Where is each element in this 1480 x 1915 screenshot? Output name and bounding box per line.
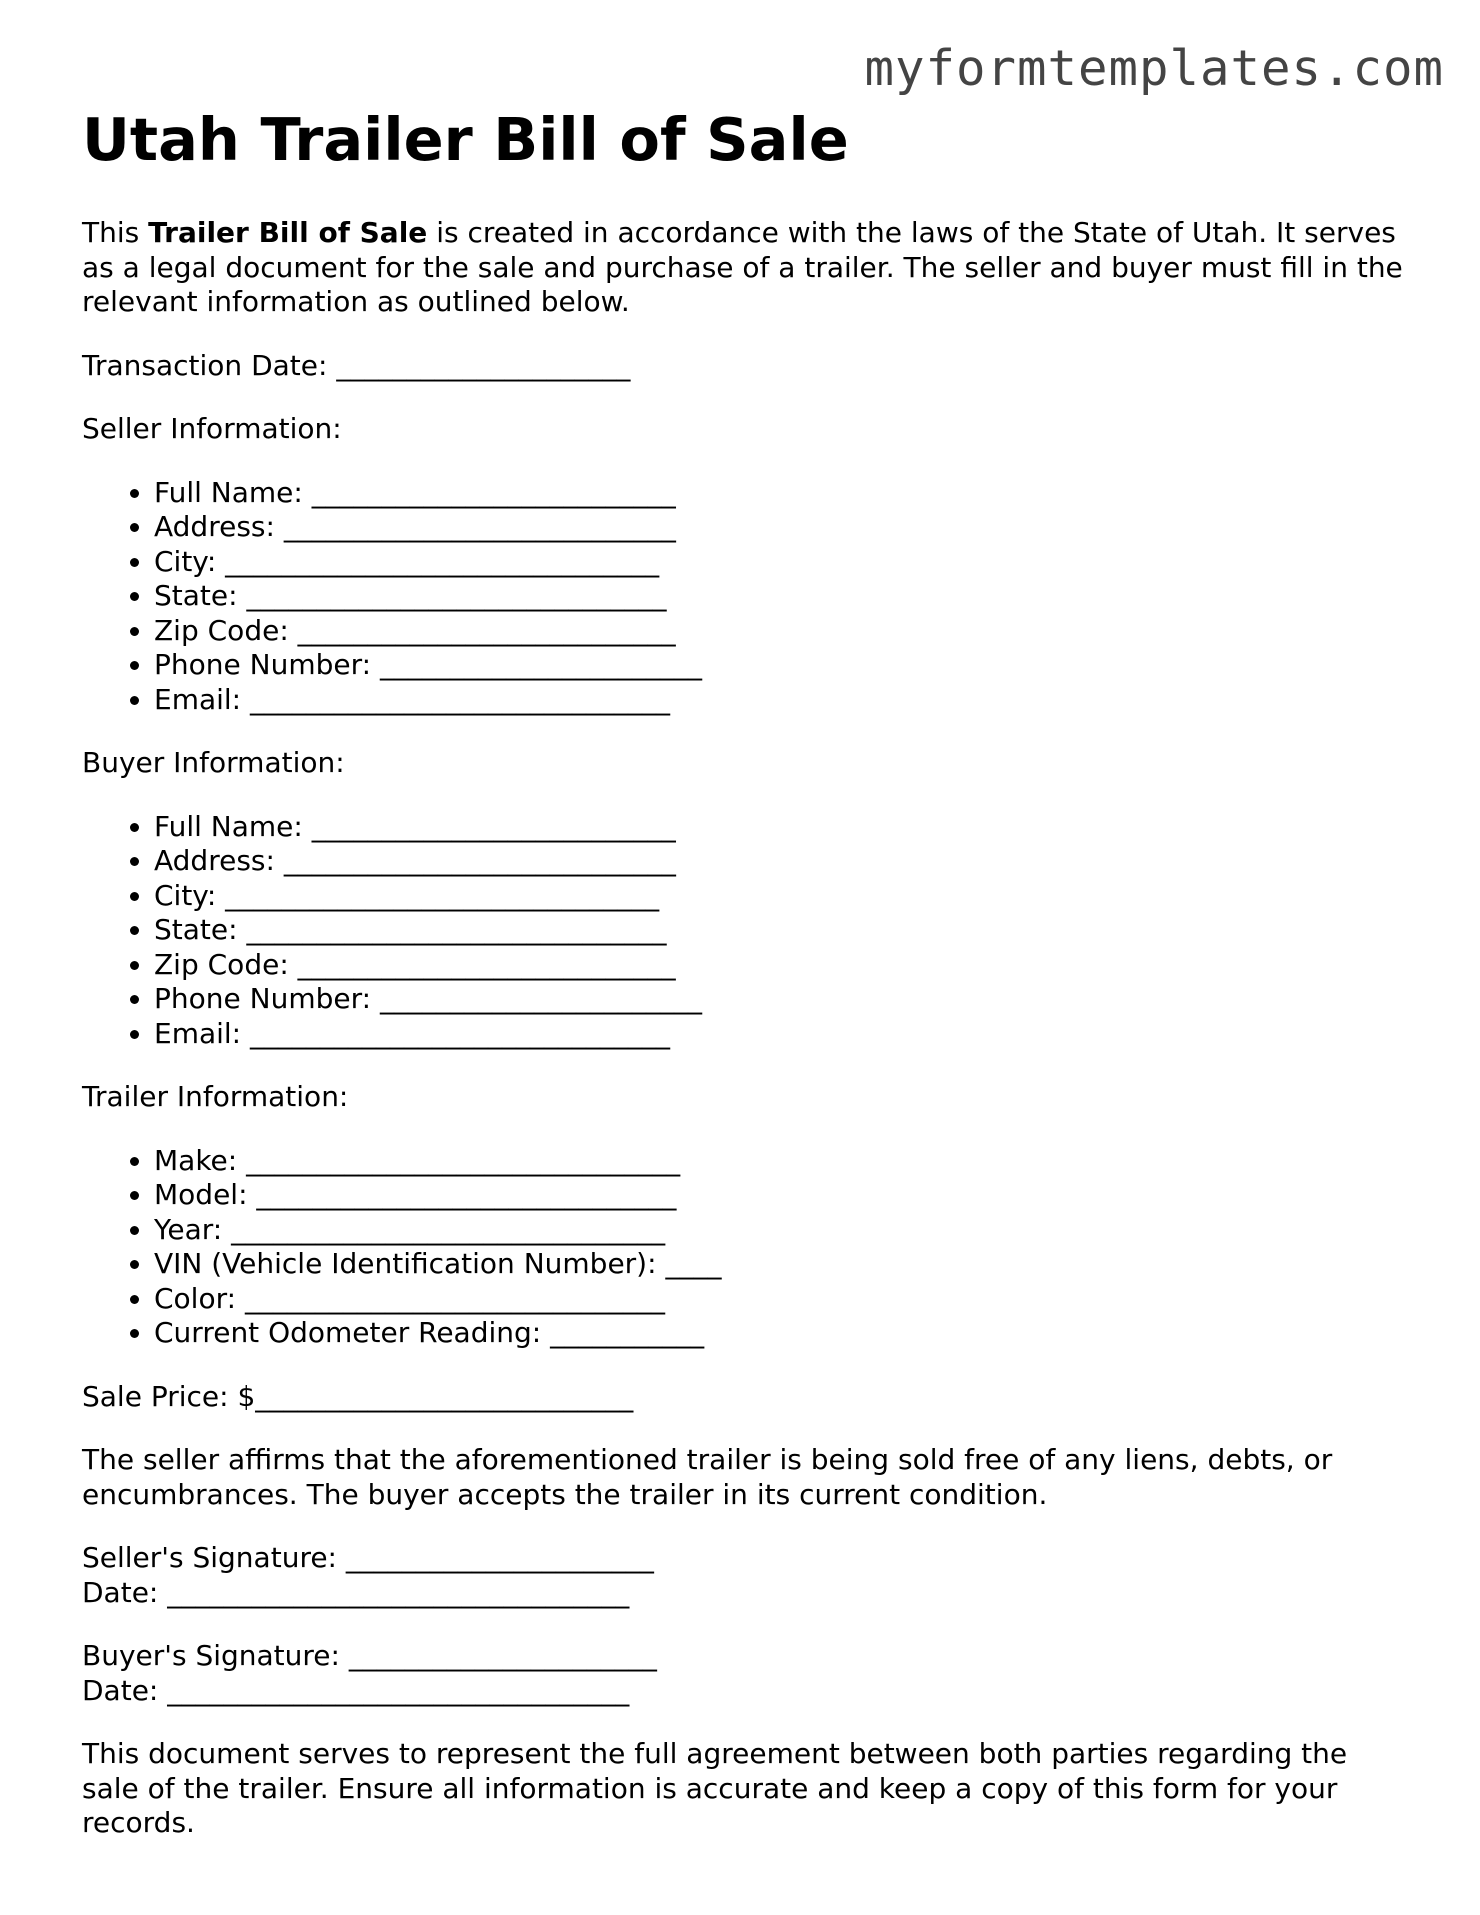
document-body xyxy=(82,104,1412,1841)
buyer-info-heading: Buyer Information: xyxy=(82,746,345,779)
buyer-address-field: • Address: ____________________________ xyxy=(154,844,1412,879)
affirmation-paragraph: The seller affirms that the aforementioned trailer is being sold free of any liens, debts, or encumbrances. The buyer accepts the trailer in its current condition. xyxy=(82,1443,1333,1511)
buyer-city-field: • City: _______________________________ xyxy=(154,879,1412,914)
intro-paragraph xyxy=(82,216,1412,320)
intro-bold-term: Trailer Bill of Sale xyxy=(148,216,428,249)
trailer-color-field: • Color: ______________________________ xyxy=(154,1282,1412,1317)
seller-info-heading: Seller Information: xyxy=(82,412,342,445)
buyer-full-name-field: • Full Name: __________________________ xyxy=(154,810,1412,845)
buyer-info-list xyxy=(82,810,1412,1052)
buyer-zip-field: • Zip Code: ___________________________ xyxy=(154,948,1412,983)
seller-phone-field: • Phone Number: _______________________ xyxy=(154,648,1412,683)
buyer-signature-field: Buyer's Signature: ______________________ xyxy=(82,1639,657,1672)
buyer-date-field: Date: _________________________________ xyxy=(82,1673,630,1707)
trailer-make-field: • Make: _______________________________ xyxy=(154,1144,1412,1179)
seller-full-name-field: • Full Name: __________________________ xyxy=(154,476,1412,511)
buyer-email-field: • Email: ______________________________ xyxy=(154,1017,1412,1052)
buyer-state-field: • State: ______________________________ xyxy=(154,913,1412,948)
trailer-model-field: • Model: ______________________________ xyxy=(154,1178,1412,1213)
seller-date-field: Date: _________________________________ xyxy=(82,1575,630,1609)
site-watermark: myformtemplates.com xyxy=(864,40,1444,97)
seller-address-field: • Address: ____________________________ xyxy=(154,510,1412,545)
trailer-year-field: • Year: _______________________________ xyxy=(154,1213,1412,1248)
seller-email-field: • Email: ______________________________ xyxy=(154,683,1412,718)
page-title: Utah Trailer Bill of Sale xyxy=(82,105,849,174)
seller-signature-block xyxy=(82,1541,1412,1610)
closing-paragraph: This document serves to represent the full agreement between both parties regarding the sale of the trailer. Ensure all information is accurate and keep a copy of this form for your records. xyxy=(82,1737,1348,1839)
trailer-info-heading: Trailer Information: xyxy=(82,1080,349,1113)
buyer-phone-field: • Phone Number: _______________________ xyxy=(154,982,1412,1017)
seller-city-field: • City: _______________________________ xyxy=(154,545,1412,580)
trailer-vin-field: • VIN (Vehicle Identification Number): ____ xyxy=(154,1247,1412,1282)
trailer-odometer-field: • Current Odometer Reading: ___________ xyxy=(154,1316,1412,1351)
trailer-info-list xyxy=(82,1144,1412,1351)
seller-info-list xyxy=(82,476,1412,718)
seller-signature-field: Seller's Signature: ______________________ xyxy=(82,1541,654,1574)
buyer-signature-block xyxy=(82,1639,1412,1708)
seller-zip-field: • Zip Code: ___________________________ xyxy=(154,614,1412,649)
transaction-date-field: Transaction Date: _____________________ xyxy=(82,348,631,382)
sale-price-field: Sale Price: $___________________________ xyxy=(82,1379,634,1413)
seller-state-field: • State: ______________________________ xyxy=(154,579,1412,614)
intro-text-start: This xyxy=(82,216,149,249)
intro-text-end: is created in accordance with the laws of the State of Utah. It serves as a legal document for the sale and purchase of a trailer. The seller and buyer must fill in the relevant information as outlined below. xyxy=(82,216,1403,318)
